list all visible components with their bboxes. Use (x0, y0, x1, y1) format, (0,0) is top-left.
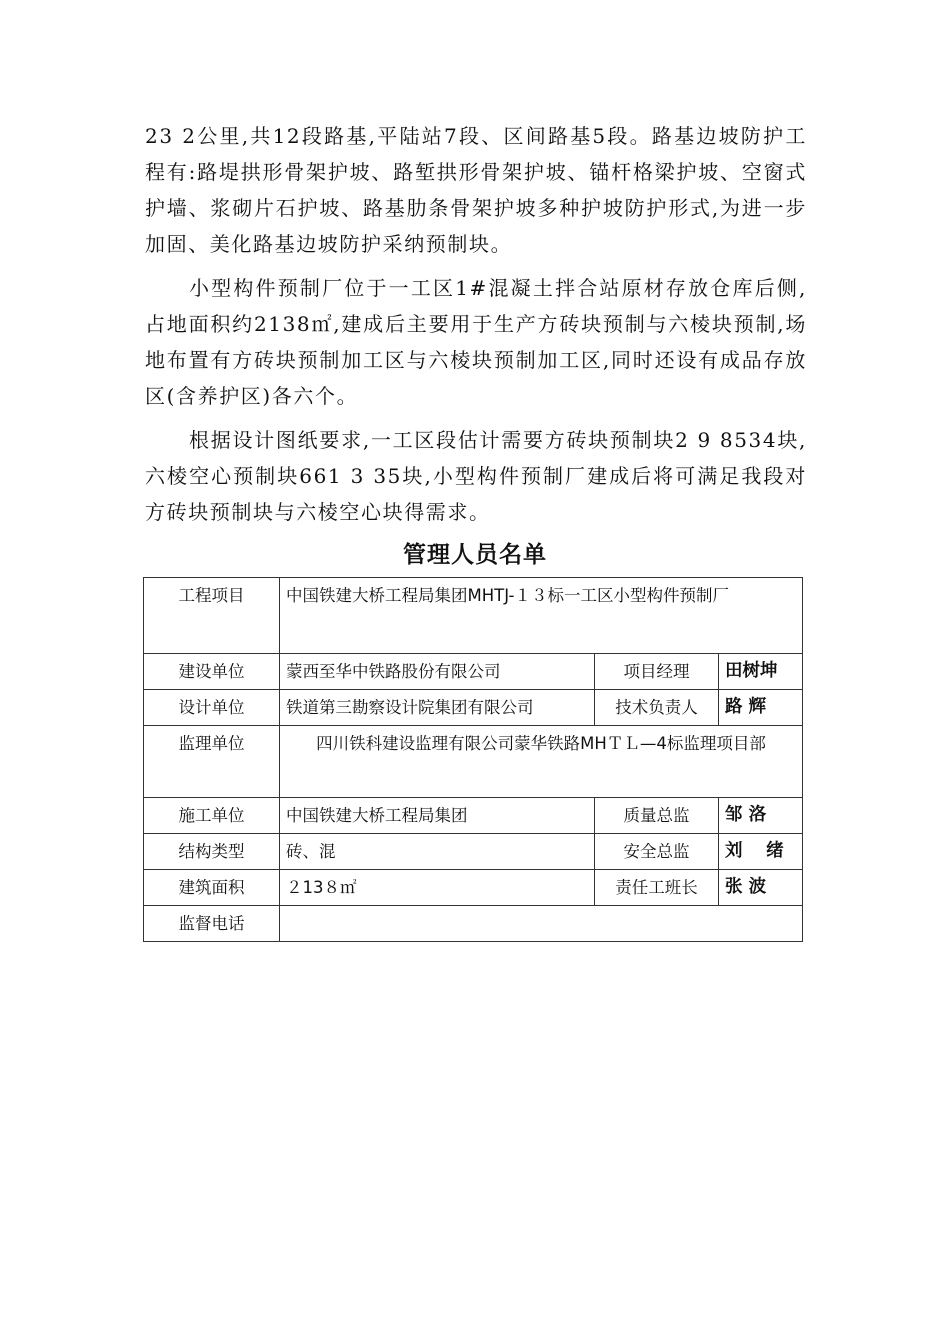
builder-value: 蒙西至华中铁路股份有限公司 (280, 654, 595, 690)
table-row (144, 690, 803, 726)
area-role: 责任工班长 (595, 870, 719, 906)
supervisor-value: 四川铁科建设监理有限公司蒙华铁路MHＴＬ—4标监理项目部 (280, 726, 803, 798)
paragraph-3: 根据设计图纸要求,一工区段估计需要方砖块预制块2 9 8534块,六棱空心预制块661 3 35块,小型构件预制厂建成后将可满足我段对方砖块预制块与六棱空心块得需求。 (145, 428, 807, 524)
contractor-label: 施工单位 (144, 798, 280, 834)
table-row (144, 906, 803, 942)
builder-label: 建设单位 (144, 654, 280, 690)
table-title: 管理人员名单 (403, 542, 547, 568)
phone-label: 监督电话 (144, 906, 280, 942)
management-table (143, 577, 803, 942)
supervisor-label: 监理单位 (144, 726, 280, 798)
structure-label: 结构类型 (144, 834, 280, 870)
table-row (144, 654, 803, 690)
designer-person: 路 辉 (719, 690, 803, 726)
contractor-value: 中国铁建大桥工程局集团 (280, 798, 595, 834)
phone-value (280, 906, 803, 942)
contractor-person: 邹 洛 (719, 798, 803, 834)
designer-role: 技术负责人 (595, 690, 719, 726)
designer-label: 设计单位 (144, 690, 280, 726)
structure-value: 砖、混 (280, 834, 595, 870)
paragraph-1: 23 2公里,共12段路基,平陆站7段、区间路基5段。路基边坡防护工程有:路堤拱形骨架护坡、路堑拱形骨架护坡、锚杆格梁护坡、空窗式护墙、浆砌片石护坡、路基肋条骨架护坡多种护坡防护形式,为进一步加固、美化路基边坡防护采纳预制块。 (145, 124, 807, 256)
structure-role: 安全总监 (595, 834, 719, 870)
paragraph-2: 小型构件预制厂位于一工区1#混凝土拌合站原材存放仓库后侧,占地面积约2138㎡,建成后主要用于生产方砖块预制与六棱块预制,场地布置有方砖块预制加工区与六棱块预制加工区,同时还设有成品存放区(含养护区)各六个。 (145, 276, 807, 408)
project-label: 工程项目 (144, 578, 280, 654)
table-row (144, 870, 803, 906)
area-label: 建筑面积 (144, 870, 280, 906)
table-row (144, 798, 803, 834)
table-row (144, 578, 803, 654)
contractor-role: 质量总监 (595, 798, 719, 834)
builder-role: 项目经理 (595, 654, 719, 690)
project-value: 中国铁建大桥工程局集团MHTJ-１３标一工区小型构件预制厂 (280, 578, 803, 654)
table-row (144, 726, 803, 798)
area-value: ２13８㎡ (280, 870, 595, 906)
area-person: 张 波 (719, 870, 803, 906)
designer-value: 铁道第三勘察设计院集团有限公司 (280, 690, 595, 726)
table-row (144, 834, 803, 870)
builder-person: 田树坤 (719, 654, 803, 690)
structure-person: 刘 绪 (719, 834, 803, 870)
